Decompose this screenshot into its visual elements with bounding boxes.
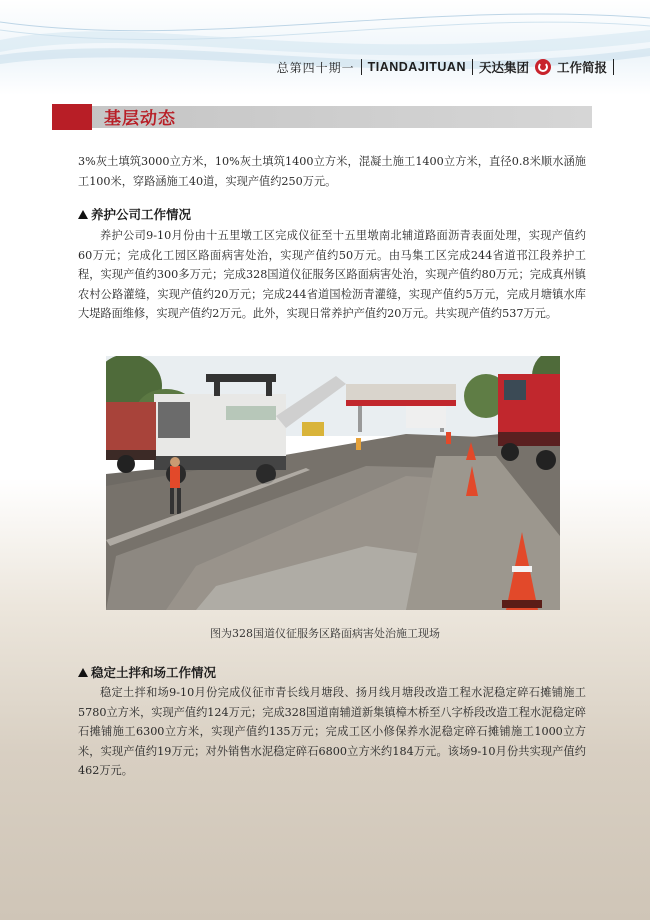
company-logo-icon: [535, 59, 551, 75]
brand-chinese: 天达集团: [478, 60, 529, 75]
issue-number: 总第四十期一: [276, 60, 355, 75]
brand-english: TIANDAJITUAN: [367, 60, 466, 74]
photo-caption: 图为328国道仪征服务区路面病害处治施工现场: [210, 627, 440, 640]
construction-photo: [106, 356, 560, 610]
header-background: [0, 0, 650, 95]
maintenance-title: 养护公司工作情况: [91, 207, 192, 222]
intro-paragraph: 3%灰土填筑3000立方米，10%灰土填筑1400立方米，混凝土施工1400立方米，直径0.8米顺水涵施工100米，穿路涵施工40道，实现产值约250万元。: [78, 155, 586, 188]
bulletin-name: 工作简报: [556, 60, 607, 75]
stabilized-paragraph: 稳定土拌和场9-10月份完成仪征市青长线月塘段、扬月线月塘段改造工程水泥稳定碎石摊铺施工5780立方米，实现产值约124万元；完成328国道南辅道新集镇樟木桥至八字桥段改造工程水泥稳定碎石摊铺施工6300立方米，实现产值约135万元；完成工区小修保养水泥稳定碎石摊铺施工1000立方米，实现产值约19万元；对外销售水泥稳定碎石6800立方米约184万元。该场9-10月份共实现产值约462万元。: [78, 686, 586, 778]
stabilized-title: 稳定土拌和场工作情况: [91, 665, 217, 680]
triangle-bullet-icon: [78, 668, 88, 677]
masthead: [277, 58, 614, 76]
section-banner-accent: [52, 104, 92, 130]
triangle-bullet-icon: [78, 210, 88, 219]
divider: [361, 59, 362, 75]
maintenance-heading: [78, 205, 191, 223]
stabilized-heading: [78, 663, 216, 681]
divider: [613, 59, 614, 75]
maintenance-paragraph: 养护公司9-10月份由十五里墩工区完成仪征至十五里墩南北辅道路面沥青表面处理，实现产值约60万元；完成化工园区路面病害处治，实现产值约50万元。由马集工区完成244省道邗江段养护工程，实现产值约300多万元；完成328国道仪征服务区路面病害处治，实现产值约80万元；完成真州镇农村公路灌缝，实现产值约20万元；完成244省道国检沥青灌缝，实现产值约5万元，完成月塘镇水库大堤路面维修，实现产值约2万元。此外，实现日常养护产值约20万元。共实现产值约537万元。: [78, 229, 586, 321]
divider: [472, 59, 473, 75]
section-title: 基层动态: [104, 109, 176, 129]
